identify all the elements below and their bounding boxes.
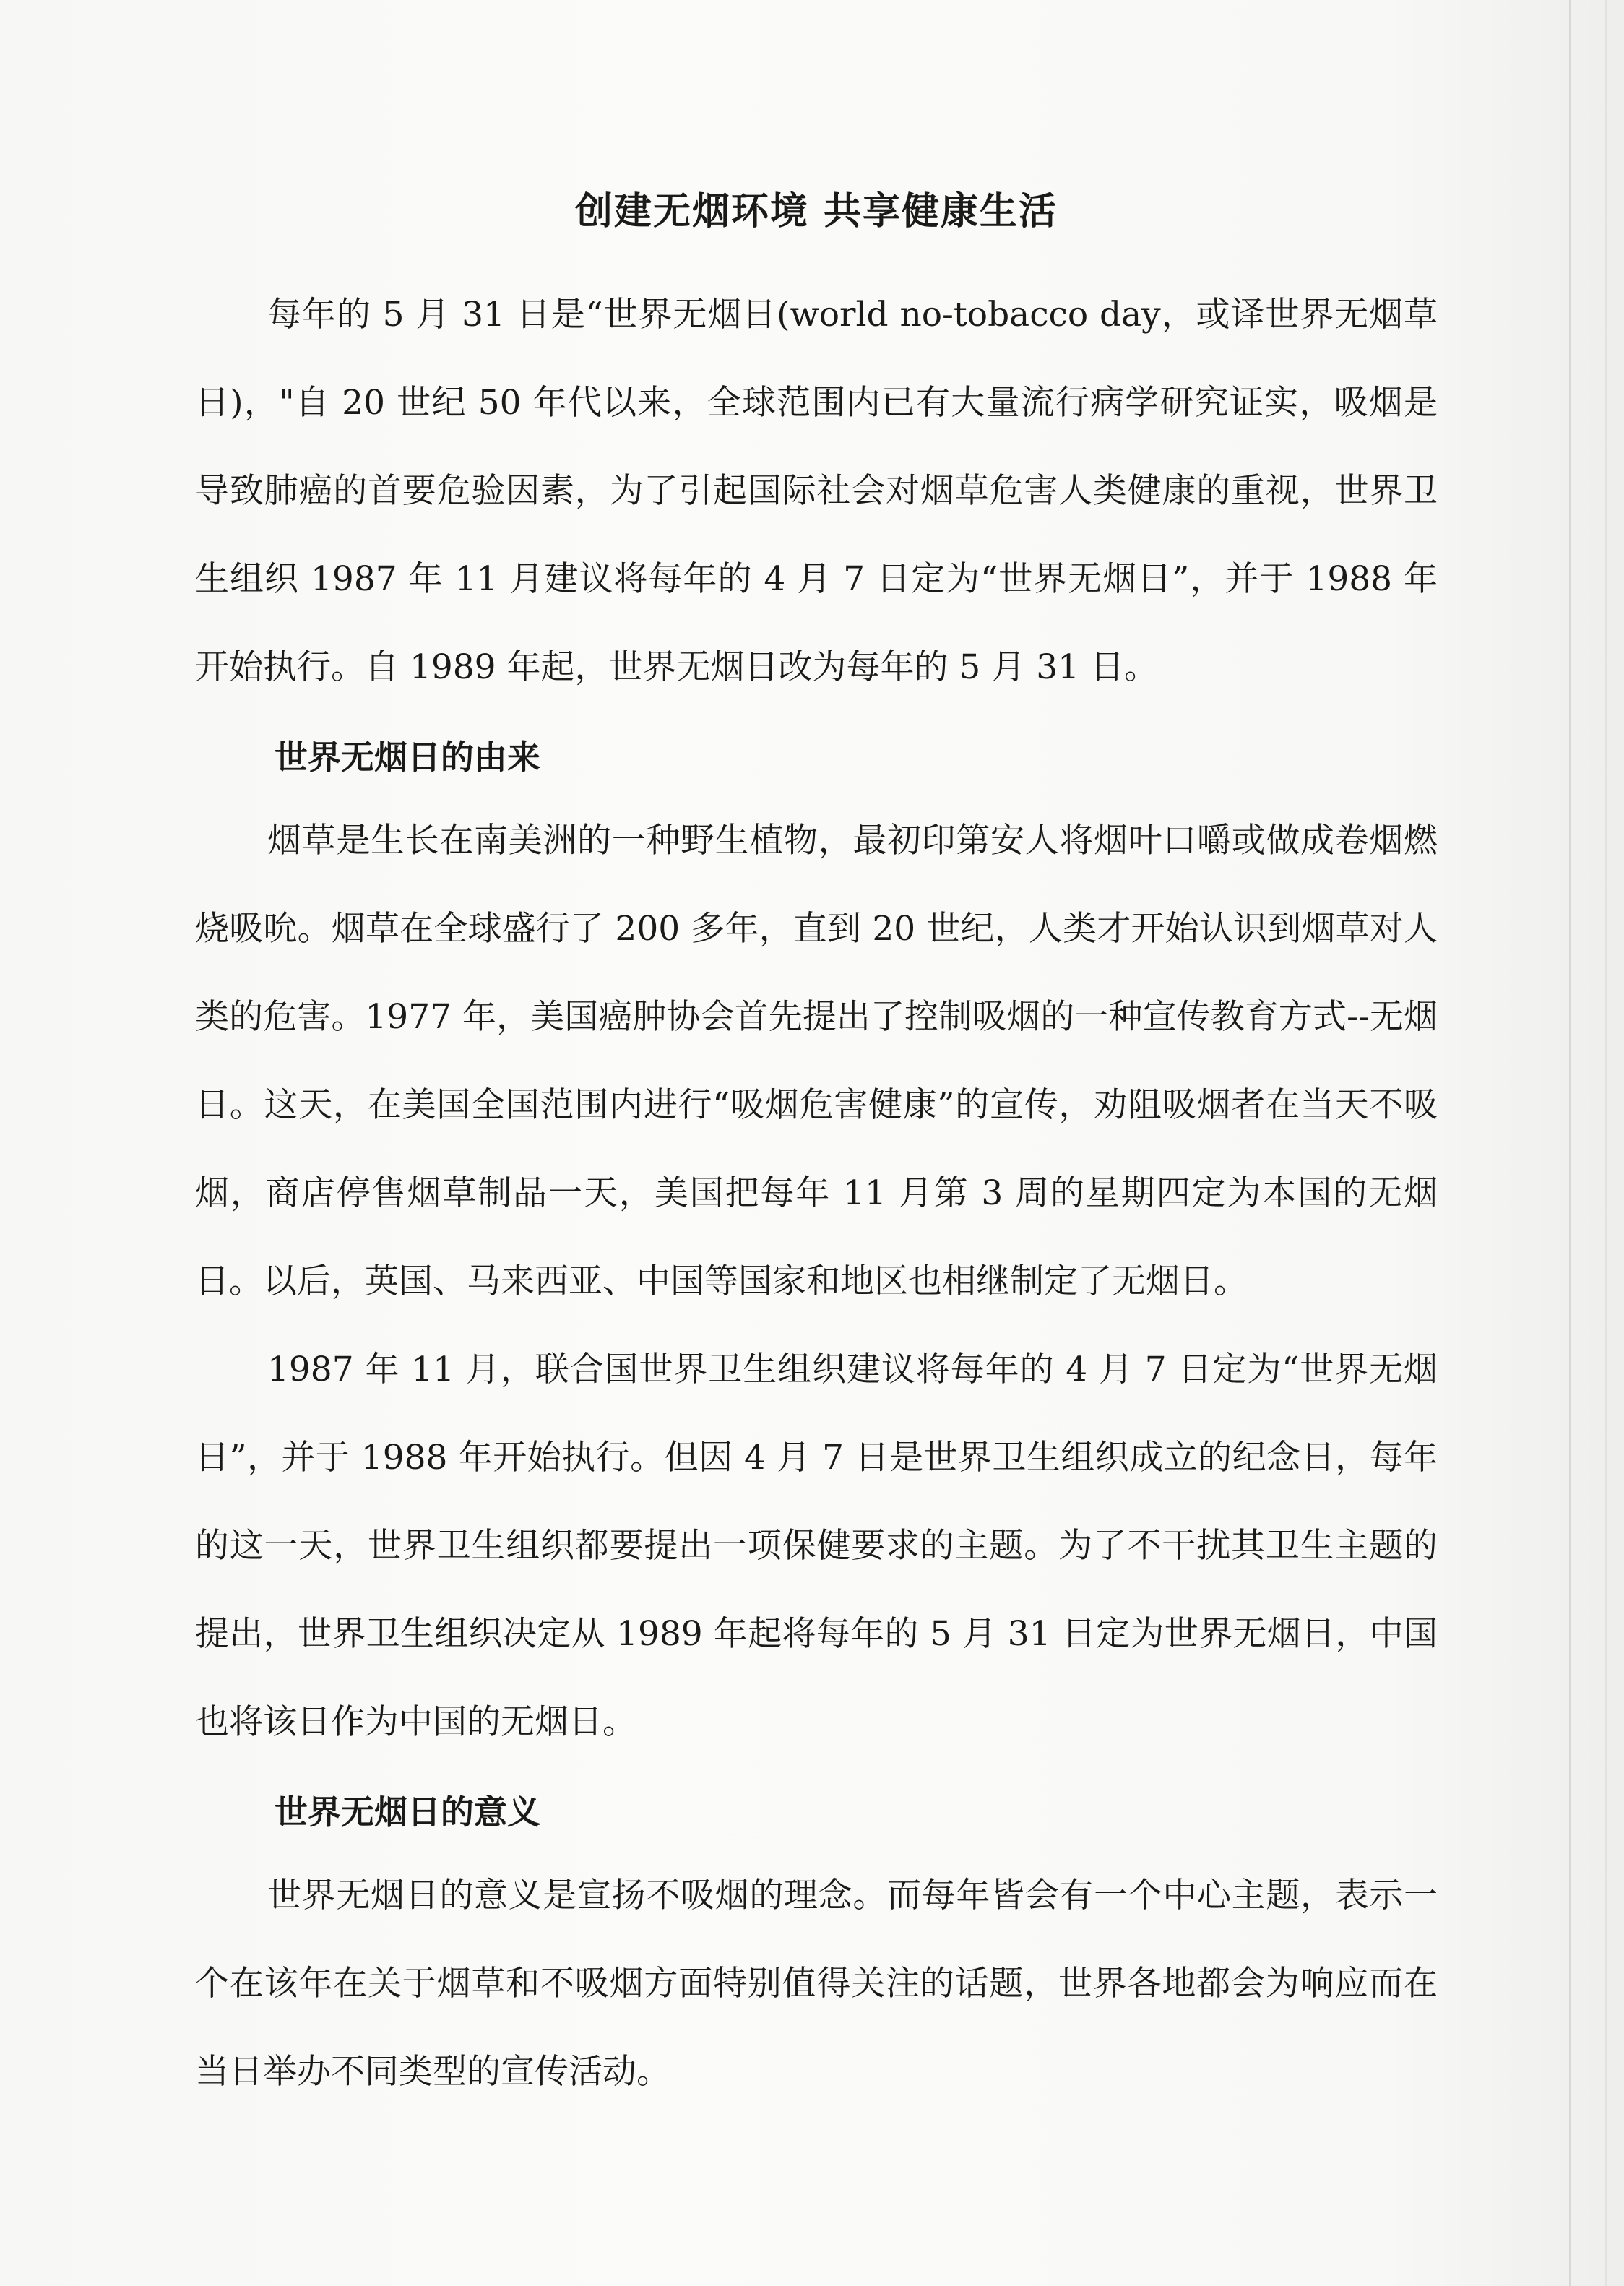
page-edge-line [1569,0,1571,2286]
significance-paragraph: 世界无烟日的意义是宣扬不吸烟的理念。而每年皆会有一个中心主题，表示一个在该年在关于烟草和不吸烟方面特别值得关注的话题，世界各地都会为响应而在当日举办不同类型的宣传活动。 [195,1876,1438,2092]
document-title: 创建无烟环境 共享健康生活 [574,190,1058,233]
section-heading-significance: 世界无烟日的意义 [275,1793,540,1832]
page-edge-line-outer [1605,0,1607,2286]
section-heading-origin: 世界无烟日的由来 [275,738,540,777]
origin-paragraph-1: 烟草是生长在南美洲的一种野生植物，最初印第安人将烟叶口嚼或做成卷烟燃烧吸吮。烟草在全球盛行了 200 多年，直到 20 世纪，人类才开始认识到烟草对人类的危害。1977 年，美国癌肿协会首先提出了控制吸烟的一种宣传教育方式--无烟日。这天，在美国全国范围内进行“吸烟危害健康”的宣传，劝阻吸烟者在当天不吸烟，商店停售烟草制品一天，美国把每年 11 月第 3 周的星期四定为本国的无烟日。以后，英国、马来西亚、中国等国家和地区也相继制定了无烟日。 [195,821,1438,1301]
intro-paragraph: 每年的 5 月 31 日是“世界无烟日(world no-tobacco day，或译世界无烟草日)，"自 20 世纪 50 年代以来，全球范围内已有大量流行病学研究证实，吸烟是导致肺癌的首要危验因素，为了引起国际社会对烟草危害人类健康的重视，世界卫生组织 1987 年 11 月建议将每年的 4 月 7 日定为“世界无烟日”，并于 1988 年开始执行。自 1989 年起，世界无烟日改为每年的 5 月 31 日。 [195,295,1438,687]
origin-paragraph-2: 1987 年 11 月，联合国世界卫生组织建议将每年的 4 月 7 日定为“世界无烟日”，并于 1988 年开始执行。但因 4 月 7 日是世界卫生组织成立的纪念日，每年的这一天，世界卫生组织都要提出一项保健要求的主题。为了不干扰其卫生主题的提出，世界卫生组织决定从 1989 年起将每年的 5 月 31 日定为世界无烟日，中国也将该日作为中国的无烟日。 [195,1350,1438,1742]
document-body [195,181,1438,2116]
